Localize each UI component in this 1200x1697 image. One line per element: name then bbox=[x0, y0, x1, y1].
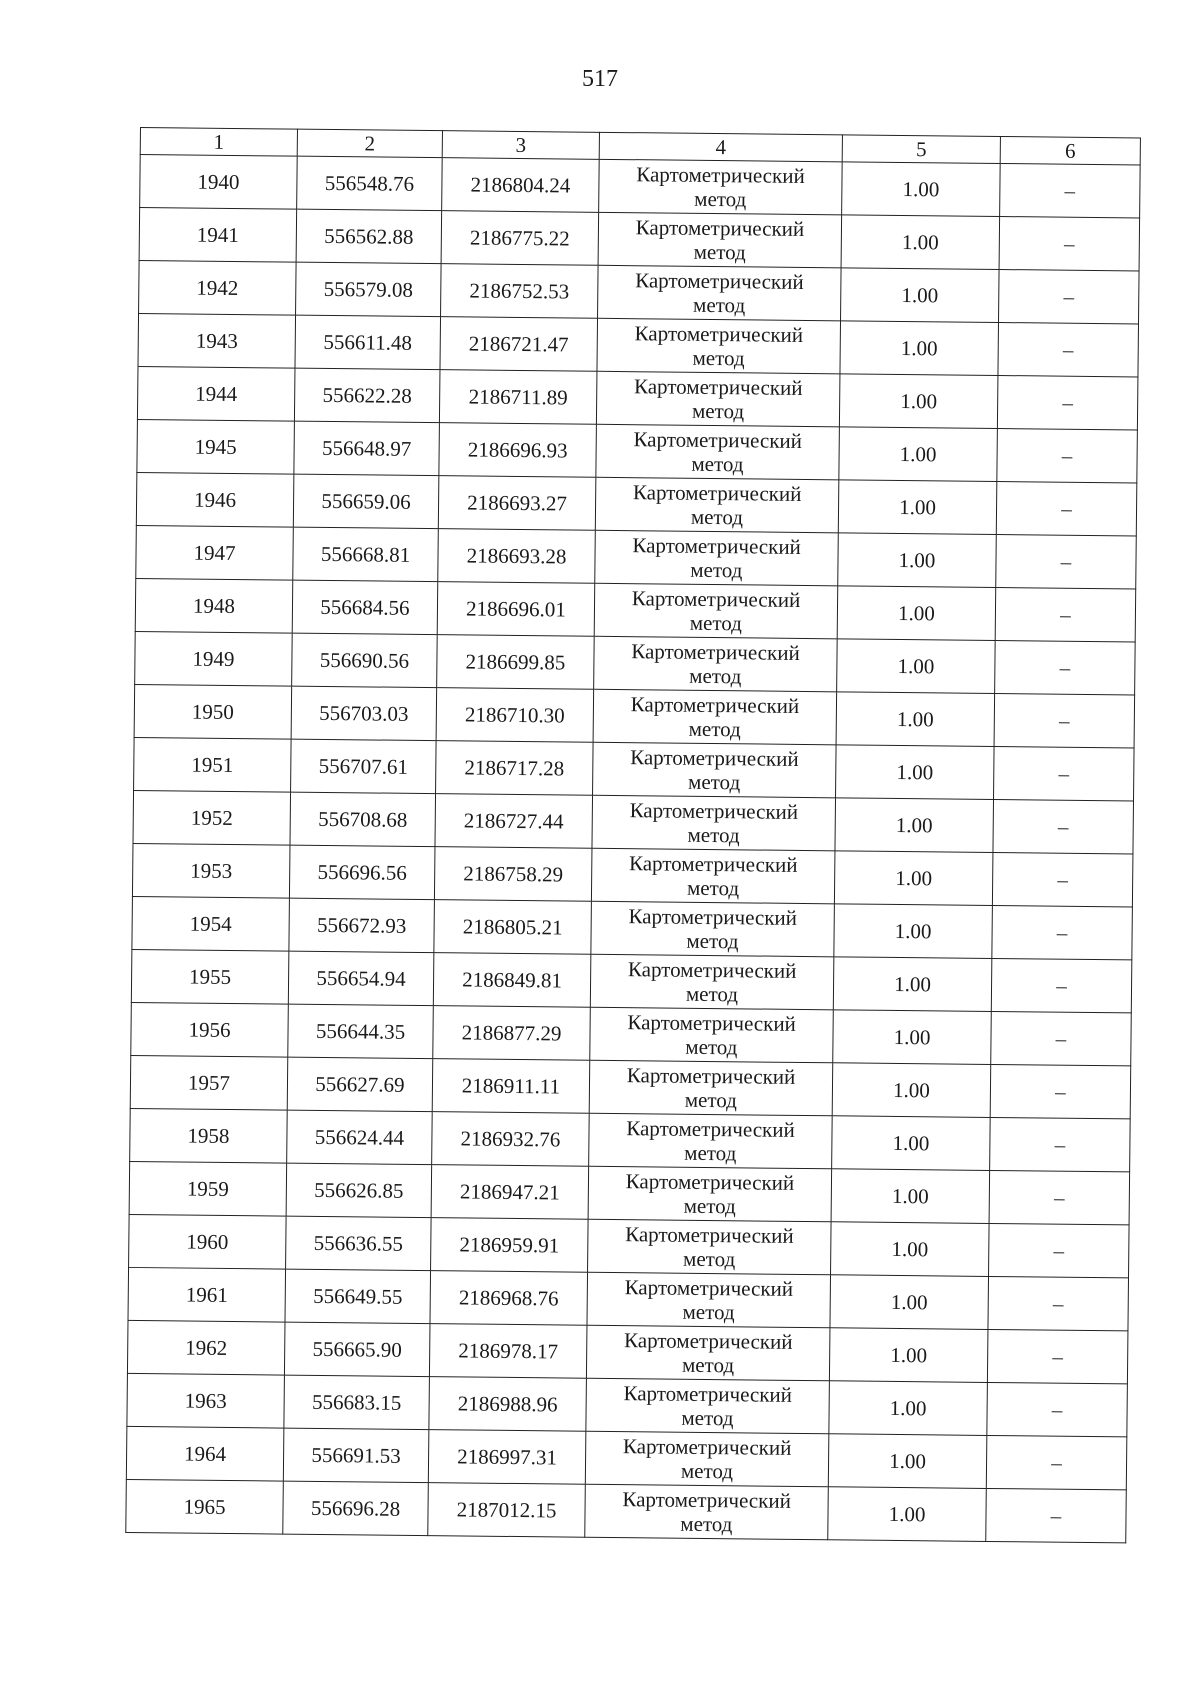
x-coordinate-cell: 556562.88 bbox=[296, 209, 442, 264]
x-coordinate-cell: 556648.97 bbox=[294, 421, 440, 476]
x-coordinate-cell: 556654.94 bbox=[288, 951, 434, 1006]
point-number-cell: 1958 bbox=[130, 1108, 288, 1163]
point-number-cell: 1953 bbox=[132, 843, 290, 898]
point-number-cell: 1940 bbox=[140, 155, 298, 210]
method-cell bbox=[597, 318, 841, 374]
method-line-2: метод bbox=[692, 345, 745, 371]
method-cell bbox=[599, 159, 843, 215]
y-coordinate-cell: 2186968.76 bbox=[430, 1271, 588, 1326]
accuracy-cell: 1.00 bbox=[838, 480, 997, 535]
point-number-cell: 1944 bbox=[137, 366, 295, 421]
method-line-1: Картометрический bbox=[632, 480, 802, 506]
method-line-2: метод bbox=[689, 610, 743, 636]
accuracy-cell: 1.00 bbox=[842, 162, 1001, 217]
point-number-cell: 1960 bbox=[129, 1214, 287, 1269]
note-cell: – bbox=[991, 1011, 1132, 1065]
x-coordinate-cell: 556696.28 bbox=[283, 1481, 429, 1536]
method-line-2: метод bbox=[694, 186, 747, 212]
column-header: 2 bbox=[297, 129, 442, 158]
accuracy-cell: 1.00 bbox=[832, 1063, 991, 1118]
point-number-cell: 1964 bbox=[126, 1426, 284, 1481]
accuracy-cell: 1.00 bbox=[838, 533, 997, 588]
method-line-2: метод bbox=[681, 1405, 734, 1431]
accuracy-cell: 1.00 bbox=[836, 692, 995, 747]
method-cell bbox=[598, 265, 842, 321]
method-line-1: Картометрический bbox=[632, 533, 801, 559]
x-coordinate-cell: 556665.90 bbox=[284, 1322, 430, 1377]
note-cell: – bbox=[994, 693, 1135, 747]
x-coordinate-cell: 556703.03 bbox=[291, 686, 437, 741]
coordinates-table bbox=[125, 127, 1141, 1543]
y-coordinate-cell: 2186959.91 bbox=[431, 1218, 589, 1273]
y-coordinate-cell: 2186717.28 bbox=[436, 741, 594, 796]
y-coordinate-cell: 2186696.93 bbox=[439, 423, 597, 478]
accuracy-cell: 1.00 bbox=[829, 1328, 988, 1383]
table-body bbox=[126, 155, 1140, 1543]
note-cell: – bbox=[995, 587, 1136, 641]
method-line-2: метод bbox=[681, 1352, 735, 1378]
x-coordinate-cell: 556690.56 bbox=[292, 633, 438, 688]
note-cell: – bbox=[997, 428, 1138, 482]
note-cell: – bbox=[987, 1382, 1128, 1436]
page-number: 517 bbox=[582, 66, 618, 92]
column-header: 5 bbox=[842, 135, 1000, 164]
note-cell: – bbox=[998, 270, 1139, 324]
method-cell bbox=[594, 636, 838, 692]
point-number-cell: 1951 bbox=[134, 737, 292, 792]
accuracy-cell: 1.00 bbox=[831, 1222, 990, 1277]
method-line-2: метод bbox=[689, 663, 742, 689]
accuracy-cell: 1.00 bbox=[841, 268, 1000, 323]
point-number-cell: 1943 bbox=[138, 313, 296, 368]
method-line-1: Картометрический bbox=[623, 1381, 793, 1407]
method-line-1: Картометрический bbox=[633, 427, 803, 453]
method-line-2: метод bbox=[690, 557, 743, 583]
note-cell: – bbox=[989, 1170, 1130, 1224]
method-cell bbox=[589, 1060, 833, 1116]
y-coordinate-cell: 2186849.81 bbox=[433, 953, 591, 1008]
note-cell: – bbox=[992, 905, 1133, 959]
point-number-cell: 1962 bbox=[127, 1320, 285, 1375]
y-coordinate-cell: 2186693.27 bbox=[438, 476, 596, 531]
method-line-1: Картометрический bbox=[625, 1222, 794, 1248]
x-coordinate-cell: 556684.56 bbox=[292, 580, 438, 635]
point-number-cell: 1959 bbox=[129, 1161, 287, 1216]
x-coordinate-cell: 556649.55 bbox=[285, 1269, 431, 1324]
y-coordinate-cell: 2186696.01 bbox=[437, 582, 595, 637]
method-line-1: Картометрический bbox=[627, 957, 797, 983]
point-number-cell: 1955 bbox=[131, 949, 289, 1004]
y-coordinate-cell: 2186877.29 bbox=[433, 1006, 591, 1061]
method-cell bbox=[587, 1272, 831, 1328]
point-number-cell: 1952 bbox=[133, 790, 291, 845]
accuracy-cell: 1.00 bbox=[833, 957, 992, 1012]
y-coordinate-cell: 2186978.17 bbox=[429, 1324, 587, 1379]
method-line-1: Картометрический bbox=[623, 1328, 793, 1354]
y-coordinate-cell: 2186721.47 bbox=[440, 317, 598, 372]
x-coordinate-cell: 556708.68 bbox=[290, 792, 436, 847]
method-line-2: метод bbox=[684, 1140, 737, 1166]
method-line-2: метод bbox=[691, 398, 745, 424]
method-line-2: метод bbox=[688, 716, 741, 742]
x-coordinate-cell: 556683.15 bbox=[284, 1375, 430, 1430]
method-cell bbox=[595, 530, 839, 586]
method-line-1: Картометрический bbox=[626, 1116, 795, 1142]
accuracy-cell: 1.00 bbox=[836, 745, 995, 800]
method-line-1: Картометрический bbox=[626, 1063, 796, 1089]
accuracy-cell: 1.00 bbox=[831, 1169, 990, 1224]
x-coordinate-cell: 556691.53 bbox=[283, 1428, 429, 1483]
method-line-1: Картометрический bbox=[634, 321, 804, 347]
point-number-cell: 1946 bbox=[136, 472, 294, 527]
method-line-2: метод bbox=[686, 875, 740, 901]
accuracy-cell: 1.00 bbox=[837, 586, 996, 641]
note-cell: – bbox=[1000, 164, 1141, 218]
method-cell bbox=[588, 1219, 832, 1275]
method-line-1: Картометрический bbox=[629, 798, 799, 824]
x-coordinate-cell: 556644.35 bbox=[288, 1004, 434, 1059]
y-coordinate-cell: 2186911.11 bbox=[432, 1059, 590, 1114]
x-coordinate-cell: 556548.76 bbox=[297, 156, 443, 211]
column-header: 1 bbox=[140, 128, 297, 157]
x-coordinate-cell: 556707.61 bbox=[291, 739, 437, 794]
note-cell: – bbox=[999, 217, 1140, 271]
method-line-2: метод bbox=[692, 292, 746, 318]
method-line-1: Картометрический bbox=[628, 904, 798, 930]
method-line-2: метод bbox=[680, 1458, 734, 1484]
x-coordinate-cell: 556659.06 bbox=[293, 474, 439, 529]
accuracy-cell: 1.00 bbox=[834, 904, 993, 959]
column-header: 4 bbox=[599, 132, 842, 162]
accuracy-cell: 1.00 bbox=[828, 1434, 987, 1489]
method-line-1: Картометрический bbox=[622, 1487, 792, 1513]
method-cell bbox=[585, 1484, 829, 1540]
y-coordinate-cell: 2186752.53 bbox=[441, 264, 599, 319]
x-coordinate-cell: 556668.81 bbox=[293, 527, 439, 582]
column-header: 6 bbox=[1000, 137, 1140, 165]
y-coordinate-cell: 2186727.44 bbox=[435, 794, 593, 849]
method-line-2: метод bbox=[682, 1299, 735, 1325]
method-line-1: Картометрический bbox=[627, 1010, 797, 1036]
note-cell: – bbox=[988, 1276, 1129, 1330]
note-cell: – bbox=[990, 1064, 1131, 1118]
method-cell bbox=[596, 371, 840, 427]
point-number-cell: 1956 bbox=[131, 1002, 289, 1057]
method-line-2: метод bbox=[680, 1511, 733, 1537]
y-coordinate-cell: 2187012.15 bbox=[428, 1483, 586, 1538]
method-line-1: Картометрический bbox=[631, 586, 801, 612]
note-cell: – bbox=[998, 323, 1139, 377]
note-cell: – bbox=[989, 1223, 1130, 1277]
point-number-cell: 1963 bbox=[127, 1373, 285, 1428]
method-line-1: Картометрический bbox=[636, 162, 805, 188]
point-number-cell: 1961 bbox=[128, 1267, 286, 1322]
y-coordinate-cell: 2186711.89 bbox=[439, 370, 597, 425]
x-coordinate-cell: 556696.56 bbox=[289, 845, 435, 900]
method-line-1: Картометрический bbox=[628, 851, 798, 877]
point-number-cell: 1950 bbox=[134, 684, 292, 739]
note-cell: – bbox=[996, 481, 1137, 535]
y-coordinate-cell: 2186699.85 bbox=[437, 635, 595, 690]
method-cell bbox=[585, 1431, 829, 1487]
note-cell: – bbox=[986, 1488, 1127, 1542]
point-number-cell: 1942 bbox=[139, 260, 297, 315]
y-coordinate-cell: 2186804.24 bbox=[442, 158, 600, 213]
x-coordinate-cell: 556636.55 bbox=[286, 1216, 432, 1271]
accuracy-cell: 1.00 bbox=[835, 798, 994, 853]
method-cell bbox=[588, 1166, 832, 1222]
accuracy-cell: 1.00 bbox=[830, 1275, 989, 1330]
point-number-cell: 1945 bbox=[137, 419, 295, 474]
y-coordinate-cell: 2186997.31 bbox=[428, 1430, 586, 1485]
method-cell bbox=[595, 477, 839, 533]
y-coordinate-cell: 2186932.76 bbox=[432, 1112, 590, 1167]
point-number-cell: 1947 bbox=[136, 525, 294, 580]
method-line-2: метод bbox=[685, 1034, 738, 1060]
point-number-cell: 1948 bbox=[135, 578, 293, 633]
point-number-cell: 1965 bbox=[126, 1479, 284, 1534]
accuracy-cell: 1.00 bbox=[841, 215, 1000, 270]
method-line-1: Картометрический bbox=[625, 1169, 795, 1195]
accuracy-cell: 1.00 bbox=[833, 1010, 992, 1065]
note-cell: – bbox=[997, 375, 1138, 429]
method-cell bbox=[589, 1113, 833, 1169]
note-cell: – bbox=[993, 799, 1134, 853]
method-line-2: метод bbox=[693, 239, 746, 265]
x-coordinate-cell: 556624.44 bbox=[287, 1110, 433, 1165]
accuracy-cell: 1.00 bbox=[832, 1116, 991, 1171]
method-line-1: Картометрический bbox=[630, 745, 799, 771]
x-coordinate-cell: 556611.48 bbox=[295, 315, 441, 370]
y-coordinate-cell: 2186947.21 bbox=[431, 1165, 589, 1220]
point-number-cell: 1949 bbox=[135, 631, 293, 686]
x-coordinate-cell: 556622.28 bbox=[294, 368, 440, 423]
method-line-1: Картометрический bbox=[630, 692, 800, 718]
method-cell bbox=[590, 1007, 834, 1063]
table-row bbox=[126, 1479, 1127, 1542]
y-coordinate-cell: 2186775.22 bbox=[441, 211, 599, 266]
note-cell: – bbox=[996, 534, 1137, 588]
accuracy-cell: 1.00 bbox=[839, 427, 998, 482]
note-cell: – bbox=[986, 1435, 1127, 1489]
point-number-cell: 1957 bbox=[130, 1055, 288, 1110]
x-coordinate-cell: 556579.08 bbox=[296, 262, 442, 317]
accuracy-cell: 1.00 bbox=[837, 639, 996, 694]
accuracy-cell: 1.00 bbox=[839, 374, 998, 429]
method-cell bbox=[586, 1378, 830, 1434]
method-line-1: Картометрический bbox=[622, 1434, 792, 1460]
method-cell bbox=[593, 689, 837, 745]
x-coordinate-cell: 556627.69 bbox=[287, 1057, 433, 1112]
accuracy-cell: 1.00 bbox=[834, 851, 993, 906]
method-line-2: метод bbox=[687, 822, 740, 848]
method-cell bbox=[586, 1325, 830, 1381]
y-coordinate-cell: 2186710.30 bbox=[436, 688, 594, 743]
method-cell bbox=[594, 583, 838, 639]
note-cell: – bbox=[991, 958, 1132, 1012]
accuracy-cell: 1.00 bbox=[840, 321, 999, 376]
y-coordinate-cell: 2186988.96 bbox=[429, 1377, 587, 1432]
method-cell bbox=[591, 848, 835, 904]
method-cell bbox=[596, 424, 840, 480]
accuracy-cell: 1.00 bbox=[828, 1487, 987, 1542]
y-coordinate-cell: 2186693.28 bbox=[438, 529, 596, 584]
x-coordinate-cell: 556626.85 bbox=[286, 1163, 432, 1218]
method-line-2: метод bbox=[683, 1193, 736, 1219]
method-line-1: Картометрический bbox=[624, 1275, 794, 1301]
column-header: 3 bbox=[442, 131, 599, 160]
method-line-2: метод bbox=[688, 769, 741, 795]
point-number-cell: 1954 bbox=[132, 896, 290, 951]
y-coordinate-cell: 2186758.29 bbox=[434, 847, 592, 902]
note-cell: – bbox=[992, 852, 1133, 906]
method-cell bbox=[598, 212, 842, 268]
method-line-2: метод bbox=[686, 928, 739, 954]
method-cell bbox=[593, 742, 837, 798]
method-line-1: Картометрический bbox=[635, 215, 805, 241]
method-line-2: метод bbox=[685, 981, 739, 1007]
method-line-1: Картометрический bbox=[633, 374, 803, 400]
note-cell: – bbox=[995, 640, 1136, 694]
method-cell bbox=[590, 954, 834, 1010]
method-cell bbox=[592, 795, 836, 851]
method-cell bbox=[591, 901, 835, 957]
note-cell: – bbox=[994, 746, 1135, 800]
method-line-1: Картометрический bbox=[635, 268, 804, 294]
method-line-2: метод bbox=[683, 1246, 736, 1272]
accuracy-cell: 1.00 bbox=[829, 1381, 988, 1436]
method-line-1: Картометрический bbox=[631, 639, 800, 665]
method-line-2: метод bbox=[691, 451, 744, 477]
y-coordinate-cell: 2186805.21 bbox=[434, 900, 592, 955]
point-number-cell: 1941 bbox=[139, 208, 297, 263]
note-cell: – bbox=[987, 1329, 1128, 1383]
x-coordinate-cell: 556672.93 bbox=[289, 898, 435, 953]
note-cell: – bbox=[990, 1117, 1131, 1171]
method-line-2: метод bbox=[684, 1087, 738, 1113]
method-line-2: метод bbox=[690, 504, 744, 530]
